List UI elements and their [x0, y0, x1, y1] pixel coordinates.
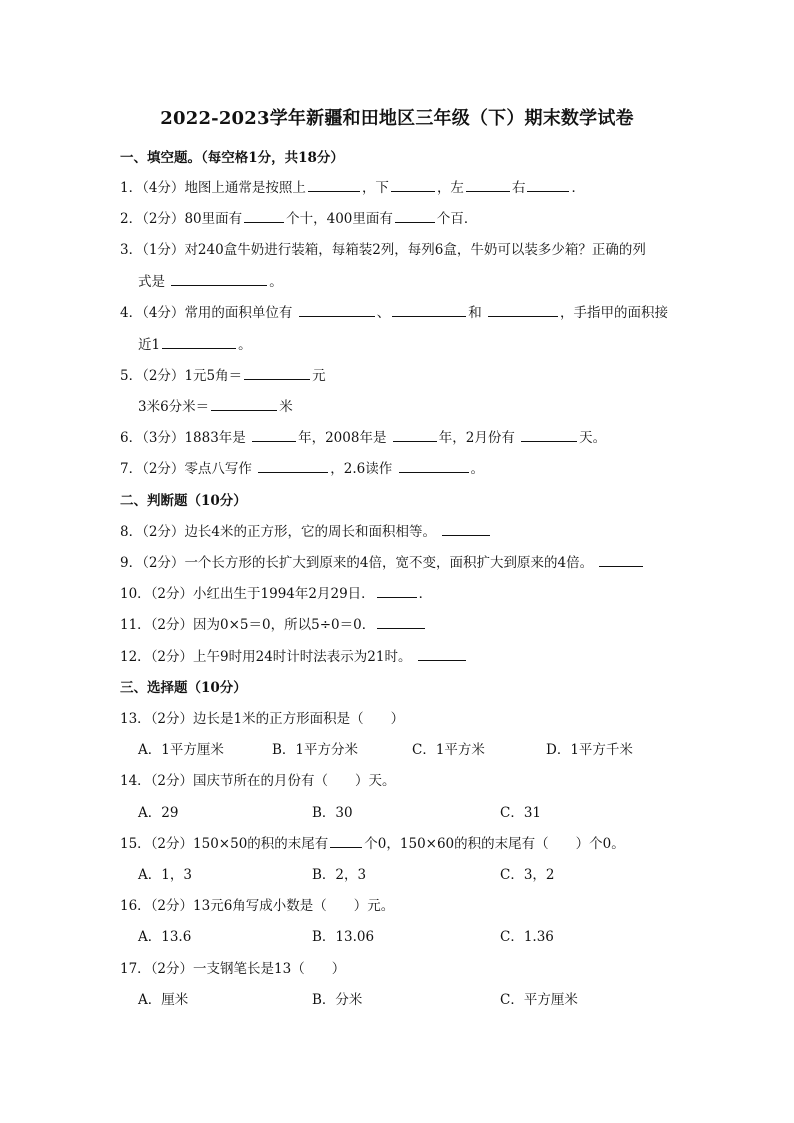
section-true-false: 二、判断题（10分） — [120, 493, 247, 509]
option-b[interactable]: B．30 — [312, 805, 353, 821]
answer-blank[interactable] — [377, 583, 417, 598]
option-a[interactable]: A．1，3 — [138, 867, 192, 883]
question-5-part2: 3米6分米＝ 米 — [138, 395, 293, 415]
answer-blank[interactable] — [399, 458, 469, 473]
option-b[interactable]: B．13.06 — [312, 929, 375, 945]
page-title: 2022-2023学年新疆和田地区三年级（下）期末数学试卷 — [160, 108, 634, 129]
answer-blank[interactable] — [393, 427, 437, 442]
question-14: 14．（2分）国庆节所在的月份有（ ）天。 — [120, 773, 396, 789]
question-8: 8．（2分）边长4米的正方形，它的周长和面积相等。 — [120, 520, 492, 540]
answer-blank[interactable] — [258, 458, 328, 473]
answer-blank[interactable] — [299, 302, 375, 317]
option-b[interactable]: B．2，3 — [312, 867, 367, 883]
answer-blank[interactable] — [521, 427, 577, 442]
question-16: 16．（2分）13元6角写成小数是（ ）元。 — [120, 898, 395, 914]
answer-blank[interactable] — [466, 177, 510, 192]
option-d[interactable]: D．1平方千米 — [546, 742, 633, 758]
question-5: 5．（2分）1元5角＝ 元 — [120, 364, 326, 384]
question-7: 7．（2分）零点八写作 ，2.6读作 。 — [120, 457, 484, 477]
question-11: 11．（2分）因为0×5＝0，所以5÷0＝0． — [120, 613, 427, 633]
section-fill-in: 一、填空题。（每空格1分，共18分） — [120, 150, 344, 166]
answer-blank[interactable] — [330, 833, 362, 848]
question-6: 6．（3分）1883年是 年，2008年是 年，2月份有 天。 — [120, 426, 606, 446]
answer-blank[interactable] — [211, 396, 277, 411]
answer-blank[interactable] — [442, 521, 490, 536]
question-4: 4．（4分）常用的面积单位有 、 和 ，手指甲的面积接 — [120, 301, 668, 321]
answer-blank[interactable] — [488, 302, 558, 317]
answer-blank[interactable] — [418, 646, 466, 661]
question-9: 9．（2分）一个长方形的长扩大到原来的4倍，宽不变，面积扩大到原来的4倍。 — [120, 551, 645, 571]
option-c[interactable]: C．1.36 — [500, 929, 554, 945]
option-b[interactable]: B．1平方分米 — [272, 742, 359, 758]
question-12: 12．（2分）上午9时用24时计时法表示为21时。 — [120, 645, 468, 665]
answer-blank[interactable] — [377, 614, 425, 629]
answer-blank[interactable] — [599, 552, 643, 567]
option-c[interactable]: C．平方厘米 — [500, 992, 578, 1008]
option-c[interactable]: C．31 — [500, 805, 542, 821]
question-2: 2．（2分）80里面有 个十，400里面有 个百． — [120, 207, 477, 227]
question-3-continued: 式是 。 — [138, 270, 283, 290]
question-13: 13．（2分）边长是1米的正方形面积是（ ） — [120, 711, 405, 727]
answer-blank[interactable] — [392, 302, 466, 317]
option-b[interactable]: B．分米 — [312, 992, 363, 1008]
option-c[interactable]: C．1平方米 — [412, 742, 485, 758]
section-multiple-choice: 三、选择题（10分） — [120, 680, 247, 696]
option-a[interactable]: A．13.6 — [138, 929, 192, 945]
answer-blank[interactable] — [391, 177, 435, 192]
answer-blank[interactable] — [527, 177, 569, 192]
option-a[interactable]: A．1平方厘米 — [138, 742, 224, 758]
answer-blank[interactable] — [244, 365, 310, 380]
question-4-continued: 近1 。 — [138, 333, 252, 353]
question-10: 10．（2分）小红出生于1994年2月29日． ． — [120, 582, 432, 602]
answer-blank[interactable] — [171, 271, 267, 286]
question-3: 3．（1分）对240盒牛奶进行装箱，每箱装2列，每列6盒，牛奶可以装多少箱？正确的列 — [120, 242, 646, 258]
question-1: 1．（4分）地图上通常是按照上 ，下 ，左 右 ． — [120, 176, 585, 196]
answer-blank[interactable] — [308, 177, 360, 192]
question-17: 17．（2分）一支钢笔长是13（ ） — [120, 961, 346, 977]
answer-blank[interactable] — [395, 208, 435, 223]
answer-blank[interactable] — [244, 208, 284, 223]
option-c[interactable]: C．3，2 — [500, 867, 555, 883]
answer-blank[interactable] — [252, 427, 296, 442]
question-15: 15．（2分）150×50的积的末尾有 个0，150×60的积的末尾有（ ）个0。 — [120, 832, 625, 852]
option-a[interactable]: A．厘米 — [138, 992, 189, 1008]
answer-blank[interactable] — [162, 334, 236, 349]
option-a[interactable]: A．29 — [138, 805, 179, 821]
